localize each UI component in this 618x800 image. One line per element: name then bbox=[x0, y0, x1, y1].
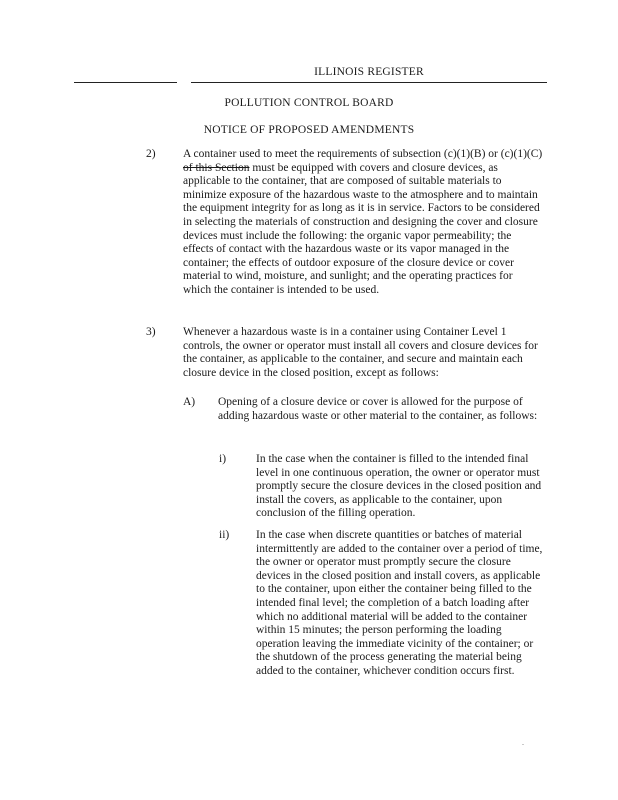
item-number-3: 3) bbox=[146, 326, 156, 338]
paragraph-A: Opening of a closure device or cover is allowed for the purpose of adding hazardous waste or other material to the container, as follows: bbox=[218, 396, 538, 422]
header-rule-right bbox=[191, 82, 547, 83]
page-mark: . bbox=[522, 738, 524, 747]
paragraph-3: Whenever a hazardous waste is in a container using Container Level 1 controls, the owner or operator must install all covers and closure devices for the container, as applicable to the container, and secure and maintain each closure device in the closed position, except as follows: bbox=[183, 326, 538, 379]
notice-title: NOTICE OF PROPOSED AMENDMENTS bbox=[203, 124, 415, 136]
item-number-i: i) bbox=[219, 453, 227, 465]
item-number-A: A) bbox=[183, 396, 196, 408]
paragraph-2 bbox=[183, 148, 543, 298]
paragraph-ii: In the case when discrete quantities or batches of material intermittently are added to the container over a period of time, the owner or operator must promptly secure the closure devices in the closed position and install covers, as applicable to the container, upon either the container being filled to the intended final level; the completion of a batch loading after which no additional material will be added to the container within 15 minutes; the person performing the loading operation leaving the immediate vicinity of the container; or the shutdown of the process generating the material being added to the container, whichever condition occurs first. bbox=[256, 529, 543, 677]
register-title: ILLINOIS REGISTER bbox=[314, 66, 424, 78]
item-number-ii: ii) bbox=[219, 529, 230, 541]
paragraph-i: In the case when the container is filled to the intended final level in one continuous operation, the owner or operator must promptly secure the closure devices in the closed position and install the covers, as applicable to the container, upon conclusion of the filling operation. bbox=[256, 453, 542, 520]
paragraph-2-text-b: must be equipped with covers and closure devices, as applicable to the container, that are composed of suitable materials to minimize exposure of the hazardous waste to the atmosphere and to maintain the equipment integrity for as long as it is in service. Factors to be considered in selecting the materials of construction and designing the cover and closure devices must include the following: the organic vapor permeability; the effects of contact with the hazardous waste or its vapor managed in the container; the effects of outdoor exposure of the closure device or cover material to wind, moisture, and sunlight; and the operating practices for which the container is intended to be used. bbox=[183, 161, 540, 296]
paragraph-2-text-a: A container used to meet the requirements of subsection (c)(1)(B) or (c)(1)(C) bbox=[183, 148, 543, 160]
board-name: POLLUTION CONTROL BOARD bbox=[224, 97, 394, 109]
header-rule-left bbox=[74, 82, 177, 83]
deleted-text: of this Section bbox=[183, 161, 250, 174]
item-number-2: 2) bbox=[146, 148, 156, 160]
